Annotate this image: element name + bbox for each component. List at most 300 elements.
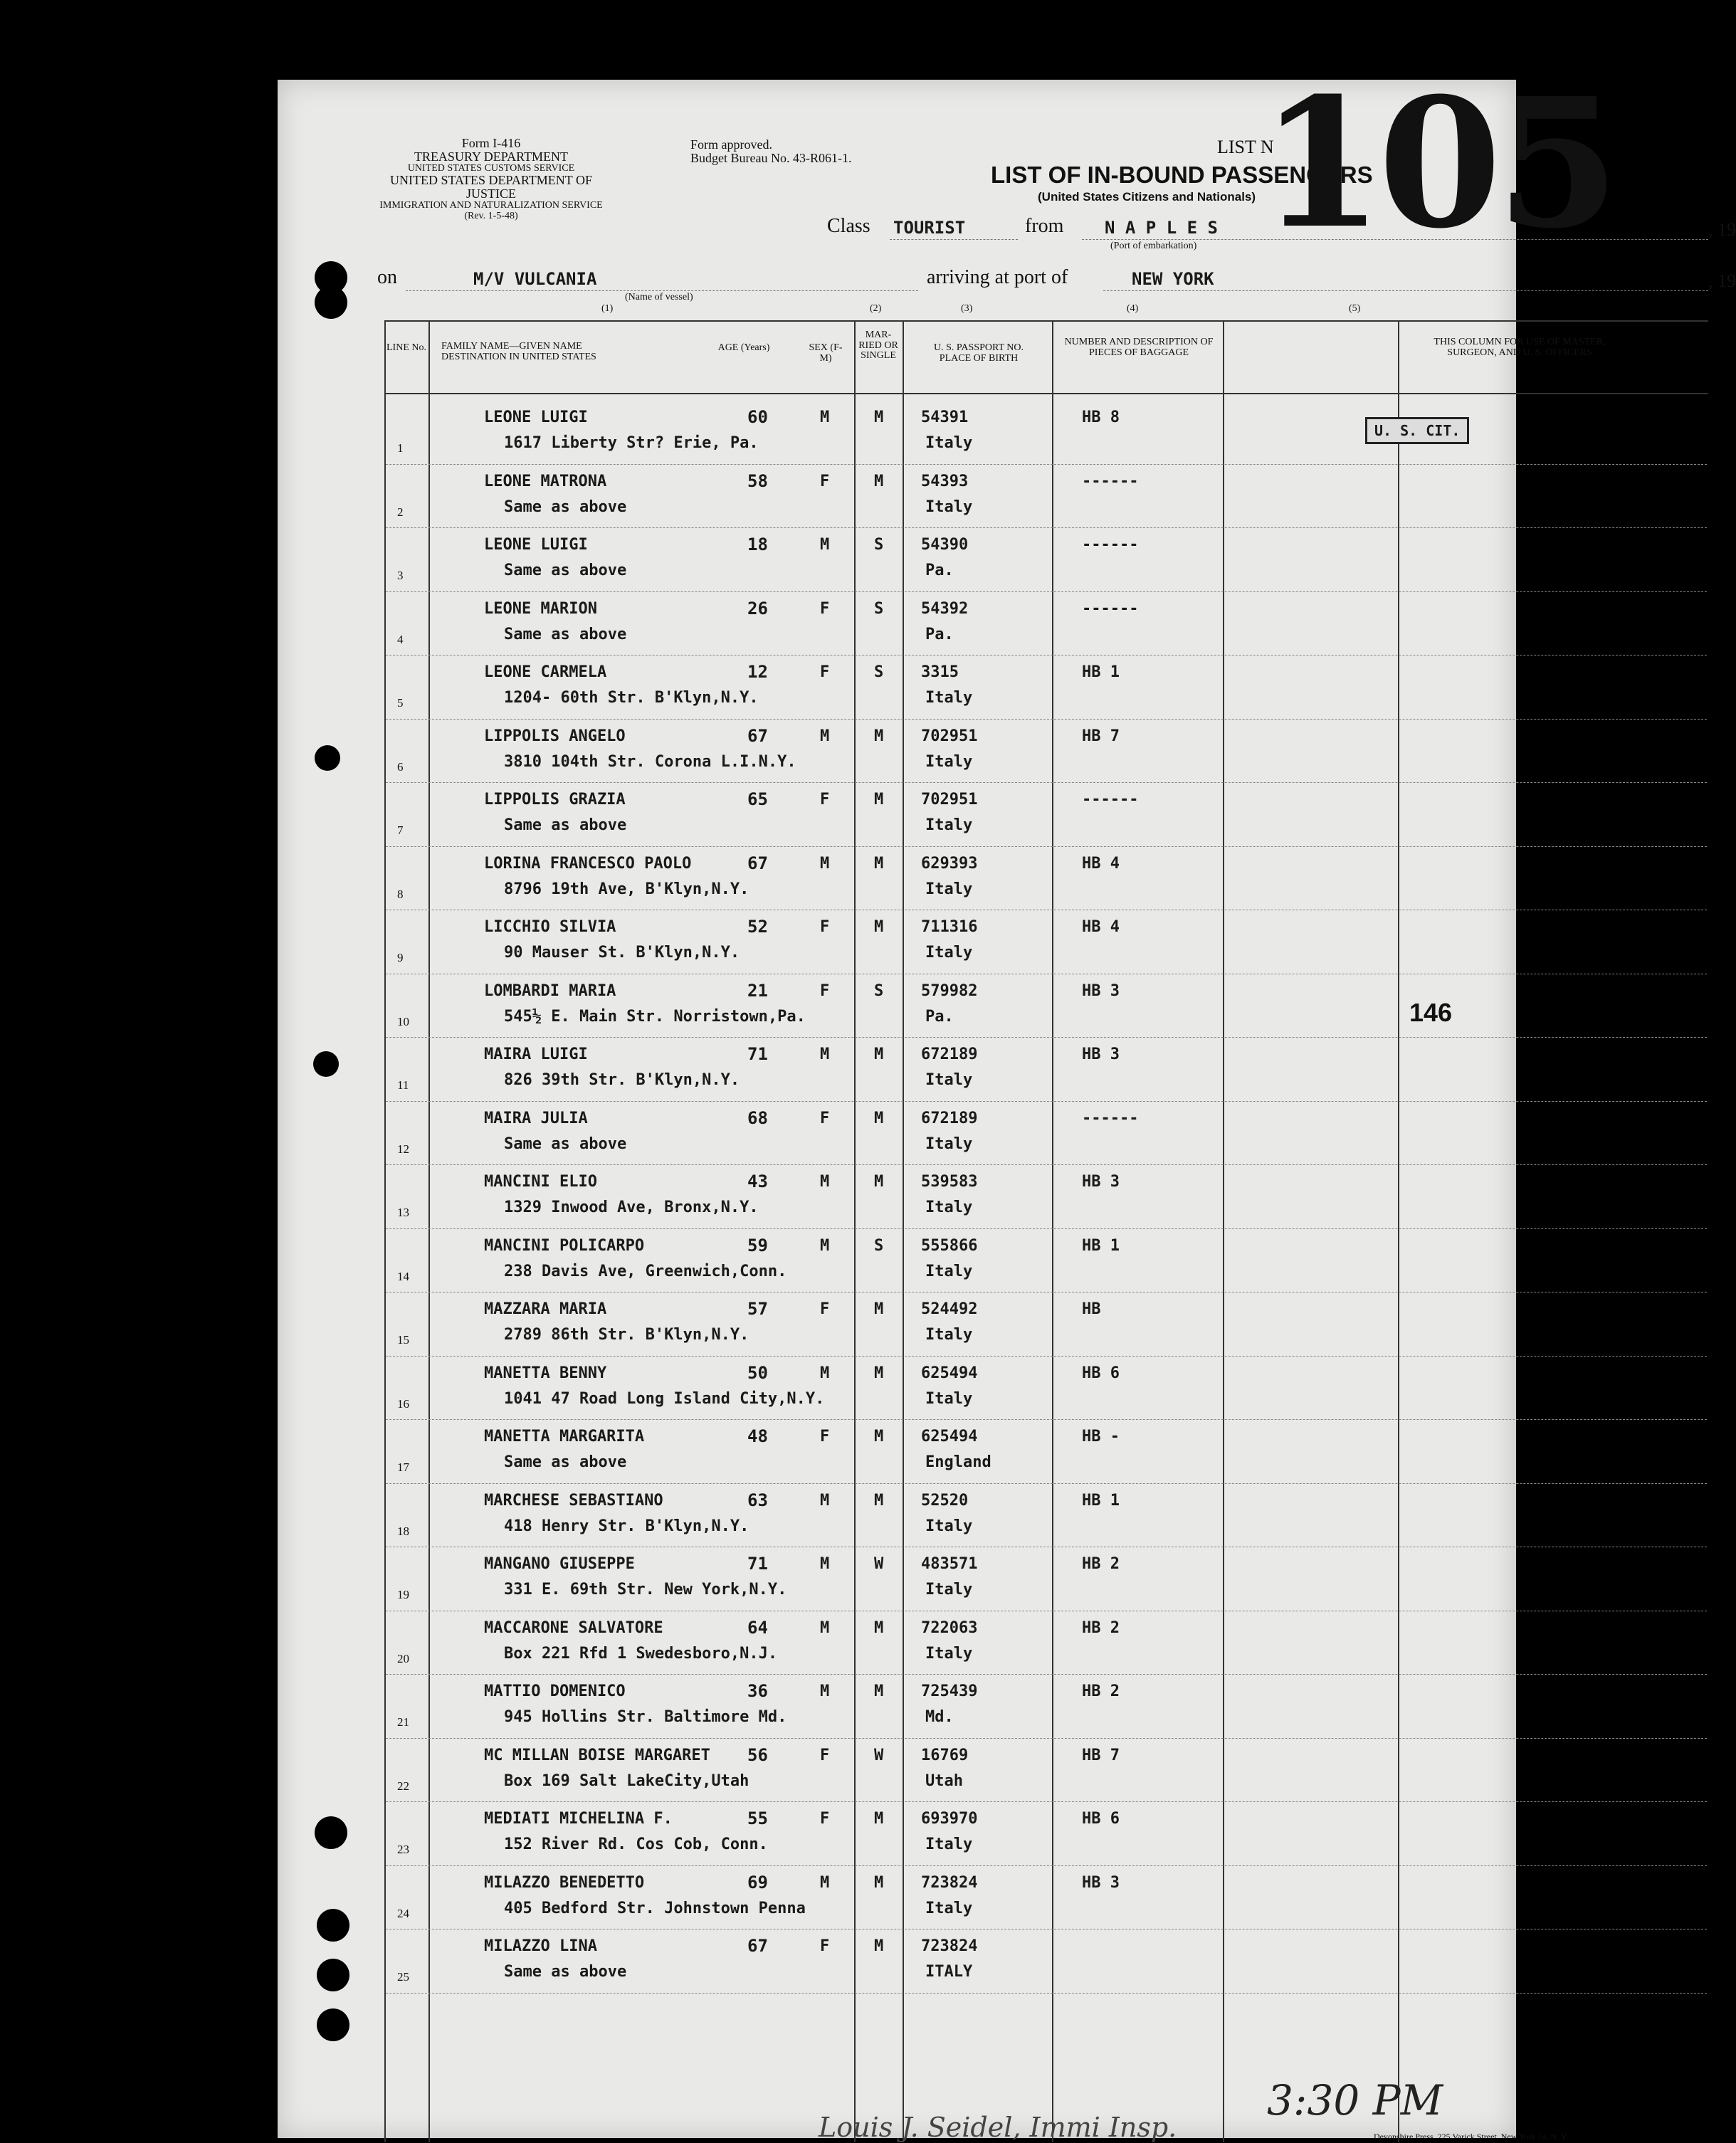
passport-number: 693970 <box>921 1810 978 1828</box>
age: 71 <box>747 1044 768 1064</box>
marital-status: M <box>874 1364 884 1382</box>
age: 67 <box>747 1936 768 1956</box>
col-rule <box>1223 320 1224 2142</box>
baggage: HB - <box>1082 1428 1120 1446</box>
destination: 90 Mauser St. B'Klyn,N.Y. <box>504 944 740 962</box>
destination: 545½ E. Main Str. Norristown,Pa. <box>504 1007 806 1026</box>
passport-number: 16769 <box>921 1746 969 1764</box>
line-number: 4 <box>397 632 404 646</box>
passenger-name: LICCHIO SILVIA <box>484 918 616 936</box>
marital-status: M <box>874 918 884 936</box>
sex: F <box>820 981 830 1000</box>
col-rule <box>1398 320 1399 2142</box>
destination: Same as above <box>504 1963 627 1981</box>
place-of-birth: Pa. <box>925 625 954 643</box>
marital-status: M <box>874 1300 884 1318</box>
sex: F <box>820 1810 830 1828</box>
form-number: Form I-416 <box>461 136 521 150</box>
marital-status: S <box>874 599 884 618</box>
destination: 3810 104th Str. Corona L.I.N.Y. <box>504 752 796 771</box>
sex: M <box>820 1046 830 1063</box>
from-label: from <box>1025 215 1064 237</box>
column-number-5: (5) <box>1349 303 1361 314</box>
arriving-label: arriving at port of <box>927 266 1068 288</box>
row-divider <box>386 1419 1707 1420</box>
port-underline <box>1103 290 1708 291</box>
header-passport: U. S. PASSPORT NO. PLACE OF BIRTH <box>934 342 1024 364</box>
destination: 826 39th Str. B'Klyn,N.Y. <box>504 1071 740 1089</box>
place-of-birth: Italy <box>925 1199 973 1216</box>
customs-service: UNITED STATES CUSTOMS SERVICE <box>407 162 575 174</box>
place-of-birth: Italy <box>925 497 973 516</box>
marital-status: M <box>874 854 884 873</box>
vessel-caption: (Name of vessel) <box>625 292 693 302</box>
col-rule <box>854 320 856 2142</box>
passport-number: 52520 <box>921 1491 969 1510</box>
row-divider <box>386 1164 1707 1165</box>
baggage: ------ <box>1082 1109 1139 1127</box>
age: 67 <box>747 725 768 746</box>
marital-status: M <box>874 727 884 745</box>
row-divider <box>386 846 1707 847</box>
passport-number: 629393 <box>921 854 978 873</box>
header-baggage: NUMBER AND DESCRIPTION OF PIECES OF BAGGAGE <box>1064 337 1214 358</box>
sex: M <box>820 727 830 745</box>
baggage: HB 3 <box>1082 1873 1120 1892</box>
line-number: 18 <box>397 1524 409 1538</box>
handwritten-time: 3:30 PM <box>1267 2076 1443 2124</box>
sex: F <box>820 791 830 809</box>
marital-status: M <box>874 472 884 490</box>
age: 56 <box>747 1744 768 1765</box>
column-number-2: (2) <box>870 303 882 314</box>
place-of-birth: Italy <box>925 944 973 962</box>
treasury-department: TREASURY DEPARTMENT <box>414 149 569 164</box>
place-of-birth: Pa. <box>925 1007 954 1026</box>
marital-status: M <box>874 409 884 426</box>
place-of-birth: Italy <box>925 752 973 771</box>
class-underline <box>890 239 1018 240</box>
passport-number: 625494 <box>921 1428 978 1446</box>
year-1: , 19 <box>1708 219 1736 240</box>
line-number: 11 <box>397 1078 409 1092</box>
row-divider <box>386 1738 1707 1739</box>
header-married: MAR-RIED OR SINGLE <box>858 330 898 362</box>
passenger-name: LORINA FRANCESCO PAOLO <box>484 854 692 873</box>
passport-number: 672189 <box>921 1046 978 1063</box>
punch-hole <box>315 1816 347 1849</box>
destination: Same as above <box>504 1134 627 1153</box>
sex: F <box>820 1109 830 1127</box>
passport-number: 625494 <box>921 1364 978 1382</box>
marital-status: M <box>874 1937 884 1955</box>
port-caption: (Port of embarkation) <box>1110 241 1197 251</box>
passenger-name: MANCINI ELIO <box>484 1173 597 1191</box>
passport-number: 702951 <box>921 727 978 745</box>
destination: Same as above <box>504 562 627 579</box>
marital-status: M <box>874 1618 884 1637</box>
year-2: , 19 <box>1708 270 1736 291</box>
destination: Same as above <box>504 1453 627 1471</box>
destination: 152 River Rd. Cos Cob, Conn. <box>504 1836 768 1853</box>
marital-status: M <box>874 1491 884 1510</box>
sex: M <box>820 409 830 426</box>
baggage: ------ <box>1082 791 1139 809</box>
destination: 1329 Inwood Ave, Bronx,N.Y. <box>504 1199 759 1216</box>
place-of-birth: ITALY <box>925 1963 973 1981</box>
line-number: 24 <box>397 1906 409 1920</box>
manifest-page <box>278 58 1736 2143</box>
col-rule <box>903 320 904 2142</box>
sex: F <box>820 599 830 618</box>
passenger-name: LIPPOLIS GRAZIA <box>484 791 626 809</box>
revision-date: (Rev. 1-5-48) <box>464 210 518 221</box>
place-of-birth: Md. <box>925 1708 954 1726</box>
from-underline <box>1082 239 1708 240</box>
line-10-tally: 146 <box>1409 998 1453 1027</box>
baggage: HB 4 <box>1082 854 1120 873</box>
header-line-no: LINE No. <box>386 342 426 353</box>
row-divider <box>386 464 1707 465</box>
destination: 8796 19th Ave, B'Klyn,N.Y. <box>504 880 749 898</box>
column-number-3: (3) <box>961 303 973 314</box>
age: 12 <box>747 662 768 682</box>
baggage: HB 2 <box>1082 1618 1120 1637</box>
passenger-name: LEONE CARMELA <box>484 663 607 681</box>
baggage: HB 2 <box>1082 1555 1120 1573</box>
list-number-label: LIST N <box>1217 137 1274 157</box>
place-of-birth: Italy <box>925 1644 973 1663</box>
age: 59 <box>747 1235 768 1255</box>
on-label: on <box>377 266 397 288</box>
arrival-port: NEW YORK <box>1132 269 1214 289</box>
line-number: 22 <box>397 1779 409 1793</box>
line-number: 13 <box>397 1206 409 1219</box>
destination: 418 Henry Str. B'Klyn,N.Y. <box>504 1517 749 1535</box>
sex: F <box>820 1300 830 1318</box>
form-agency-block <box>377 137 605 222</box>
baggage: ------ <box>1082 599 1139 618</box>
place-of-birth: Italy <box>925 1389 973 1408</box>
table-header-rule <box>384 393 1708 394</box>
sex: F <box>820 472 830 490</box>
marital-status: W <box>874 1746 884 1764</box>
punch-hole <box>317 1959 349 1991</box>
passenger-name: MAIRA JULIA <box>484 1109 588 1127</box>
sex: F <box>820 1937 830 1955</box>
passport-number: 723824 <box>921 1937 978 1955</box>
list-subtitle: (United States Citizens and Nationals) <box>1038 190 1256 204</box>
baggage: HB 3 <box>1082 1046 1120 1063</box>
us-citizen-stamp: U. S. CIT. <box>1365 417 1469 444</box>
sex: F <box>820 1746 830 1764</box>
baggage: HB 8 <box>1082 409 1120 426</box>
marital-status: S <box>874 981 884 1000</box>
place-of-birth: Italy <box>925 816 973 834</box>
marital-status: M <box>874 1873 884 1892</box>
baggage: ------ <box>1082 536 1139 554</box>
line-number: 8 <box>397 887 404 901</box>
passenger-name: MANGANO GIUSEPPE <box>484 1555 635 1573</box>
printer-imprint: Devonshire Press, 225 Varick Street, New York 14, N. Y. <box>1374 2132 1568 2142</box>
marital-status: M <box>874 1810 884 1828</box>
baggage: HB 2 <box>1082 1683 1120 1700</box>
line-number: 14 <box>397 1269 409 1283</box>
destination: Box 221 Rfd 1 Swedesboro,N.J. <box>504 1644 778 1663</box>
vessel-underline <box>406 290 918 291</box>
sex: M <box>820 1364 830 1382</box>
col-rule <box>384 320 386 2142</box>
passenger-name: MILAZZO BENEDETTO <box>484 1873 645 1892</box>
header-name: FAMILY NAME—GIVEN NAME DESTINATION IN UNITED STATES <box>441 341 596 362</box>
row-divider <box>386 1801 1707 1802</box>
sex: M <box>820 1683 830 1700</box>
passenger-name: MAIRA LUIGI <box>484 1046 588 1063</box>
sex: M <box>820 1555 830 1573</box>
passenger-name: MARCHESE SEBASTIANO <box>484 1491 663 1510</box>
age: 69 <box>747 1872 768 1892</box>
age: 36 <box>747 1681 768 1701</box>
age: 21 <box>747 980 768 1001</box>
row-divider <box>386 1674 1707 1675</box>
baggage: HB 4 <box>1082 918 1120 936</box>
inspector-signature: Louis J. Seidel, Immi Insp. <box>819 2112 1177 2143</box>
age: 68 <box>747 1107 768 1128</box>
line-number: 16 <box>397 1396 409 1411</box>
punch-hole <box>315 745 340 771</box>
age: 43 <box>747 1171 768 1191</box>
destination: 1041 47 Road Long Island City,N.Y. <box>504 1389 825 1408</box>
passport-number: 725439 <box>921 1683 978 1700</box>
row-divider <box>386 1037 1707 1038</box>
line-number: 20 <box>397 1651 409 1665</box>
age: 71 <box>747 1554 768 1574</box>
passport-number: 579982 <box>921 981 978 1000</box>
class-value: TOURIST <box>893 218 966 238</box>
line-number: 1 <box>397 441 404 455</box>
header-sex: SEX (F-M) <box>809 342 843 364</box>
destination: Same as above <box>504 816 627 834</box>
age: 52 <box>747 917 768 937</box>
place-of-birth: Italy <box>925 880 973 898</box>
destination: Box 169 Salt LakeCity,Utah <box>504 1771 749 1790</box>
column-number-1: (1) <box>601 303 614 314</box>
col-rule <box>428 320 430 2142</box>
row-divider <box>386 1483 1707 1484</box>
column-number-4: (4) <box>1127 303 1139 314</box>
line-number: 25 <box>397 1970 409 1984</box>
punch-hole <box>315 286 347 319</box>
baggage: HB 3 <box>1082 1173 1120 1191</box>
punch-hole <box>317 1909 349 1942</box>
header-age: AGE (Years) <box>717 342 770 353</box>
marital-status: M <box>874 1046 884 1063</box>
age: 48 <box>747 1426 768 1446</box>
age: 57 <box>747 1299 768 1319</box>
punch-hole <box>313 1051 339 1077</box>
row-divider <box>386 591 1707 592</box>
passport-number: 711316 <box>921 918 978 936</box>
place-of-birth: Italy <box>925 1262 973 1280</box>
vessel-name: M/V VULCANIA <box>473 269 597 289</box>
passenger-name: MANETTA MARGARITA <box>484 1428 645 1446</box>
list-title: LIST OF IN-BOUND PASSENGERS <box>991 162 1373 188</box>
passenger-name: LEONE LUIGI <box>484 409 588 426</box>
class-label: Class <box>827 215 870 237</box>
passport-number: 723824 <box>921 1873 978 1892</box>
passenger-name: LIPPOLIS ANGELO <box>484 727 626 745</box>
marital-status: W <box>874 1555 884 1573</box>
marital-status: S <box>874 663 884 681</box>
baggage: HB <box>1082 1300 1101 1318</box>
sex: M <box>820 1618 830 1637</box>
place-of-birth: Pa. <box>925 562 954 579</box>
row-divider <box>386 719 1707 720</box>
line-number: 3 <box>397 569 404 582</box>
passenger-name: MACCARONE SALVATORE <box>484 1618 663 1637</box>
passenger-name: MC MILLAN BOISE MARGARET <box>484 1746 710 1764</box>
passport-number: 3315 <box>921 663 959 681</box>
passenger-name: MANETTA BENNY <box>484 1364 607 1382</box>
line-number: 23 <box>397 1843 409 1856</box>
sex: F <box>820 663 830 681</box>
marital-status: M <box>874 1428 884 1446</box>
passenger-name: MANCINI POLICARPO <box>484 1236 645 1255</box>
passport-number: 54390 <box>921 536 969 554</box>
marital-status: M <box>874 1683 884 1700</box>
line-number: 7 <box>397 823 404 837</box>
destination: 331 E. 69th Str. New York,N.Y. <box>504 1581 787 1599</box>
row-divider <box>386 1993 1707 1994</box>
passenger-name: MEDIATI MICHELINA F. <box>484 1810 673 1828</box>
line-number: 15 <box>397 1333 409 1347</box>
place-of-birth: Italy <box>925 1899 973 1917</box>
age: 55 <box>747 1808 768 1828</box>
destination: 1617 Liberty Str? Erie, Pa. <box>504 434 759 452</box>
sex: F <box>820 918 830 936</box>
justice-department: UNITED STATES DEPARTMENT OF JUSTICE <box>389 173 592 201</box>
destination: 945 Hollins Str. Baltimore Md. <box>504 1708 787 1726</box>
age: 65 <box>747 789 768 809</box>
sex: F <box>820 1428 830 1446</box>
table-top-rule <box>384 320 1708 322</box>
destination: 1204- 60th Str. B'Klyn,N.Y. <box>504 689 759 707</box>
passport-number: 722063 <box>921 1618 978 1637</box>
baggage: ------ <box>1082 472 1139 490</box>
place-of-birth: England <box>925 1453 991 1471</box>
place-of-birth: Italy <box>925 689 973 707</box>
line-number: 10 <box>397 1014 409 1028</box>
destination: Same as above <box>504 625 627 643</box>
baggage: HB 7 <box>1082 1746 1120 1764</box>
row-divider <box>386 1356 1707 1357</box>
passport-number: 702951 <box>921 791 978 809</box>
line-number: 5 <box>397 696 404 710</box>
baggage: HB 6 <box>1082 1810 1120 1828</box>
destination: 405 Bedford Str. Johnstown Penna <box>504 1899 806 1917</box>
line-number: 6 <box>397 759 404 774</box>
col-rule <box>1052 320 1053 2142</box>
marital-status: S <box>874 1236 884 1255</box>
baggage: HB 3 <box>1082 981 1120 1000</box>
baggage: HB 1 <box>1082 1236 1120 1255</box>
place-of-birth: Utah <box>925 1771 963 1790</box>
sex: M <box>820 1173 830 1191</box>
line-number: 12 <box>397 1142 409 1156</box>
passenger-name: MILAZZO LINA <box>484 1937 597 1955</box>
header-officers: THIS COLUMN FOR USE OF MASTER, SURGEON, AND U. S. OFFICERS <box>1433 337 1606 358</box>
sex: M <box>820 1236 830 1255</box>
from-value: N A P L E S <box>1105 218 1218 238</box>
baggage: HB 7 <box>1082 727 1120 745</box>
marital-status: M <box>874 1109 884 1127</box>
place-of-birth: Italy <box>925 1134 973 1153</box>
sex: M <box>820 1491 830 1510</box>
line-number: 17 <box>397 1460 409 1474</box>
age: 58 <box>747 470 768 491</box>
form-approval: Form approved. Budget Bureau No. 43-R061-1. <box>690 137 852 165</box>
row-divider <box>386 1228 1707 1229</box>
line-number: 9 <box>397 951 404 964</box>
passport-number: 524492 <box>921 1300 978 1318</box>
place-of-birth: Italy <box>925 1326 973 1344</box>
passport-number: 54391 <box>921 409 969 426</box>
age: 64 <box>747 1617 768 1638</box>
passport-number: 54392 <box>921 599 969 618</box>
place-of-birth: Italy <box>925 1517 973 1535</box>
destination: Same as above <box>504 497 627 516</box>
passenger-name: LEONE MATRONA <box>484 472 607 490</box>
passenger-name: MATTIO DOMENICO <box>484 1683 626 1700</box>
marital-status: M <box>874 791 884 809</box>
passport-number: 54393 <box>921 472 969 490</box>
passenger-name: LOMBARDI MARIA <box>484 981 616 1000</box>
age: 50 <box>747 1362 768 1383</box>
line-number: 21 <box>397 1715 409 1729</box>
sex: M <box>820 854 830 873</box>
marital-status: S <box>874 536 884 554</box>
row-divider <box>386 1865 1707 1866</box>
place-of-birth: Italy <box>925 1836 973 1853</box>
passport-number: 555866 <box>921 1236 978 1255</box>
ins-service: IMMIGRATION AND NATURALIZATION SERVICE <box>379 200 603 211</box>
line-number: 19 <box>397 1588 409 1601</box>
passport-number: 539583 <box>921 1173 978 1191</box>
marital-status: M <box>874 1173 884 1191</box>
age: 67 <box>747 853 768 873</box>
punch-hole <box>317 2008 349 2041</box>
age: 18 <box>747 535 768 554</box>
place-of-birth: Italy <box>925 1071 973 1089</box>
stamped-list-number: 105 <box>1260 58 1614 268</box>
age: 26 <box>747 598 768 618</box>
age: 63 <box>747 1490 768 1510</box>
passport-number: 483571 <box>921 1555 978 1573</box>
passenger-name: LEONE LUIGI <box>484 536 588 554</box>
destination: 238 Davis Ave, Greenwich,Conn. <box>504 1262 787 1280</box>
passenger-name: MAZZARA MARIA <box>484 1300 607 1318</box>
row-divider <box>386 782 1707 783</box>
sex: M <box>820 1873 830 1892</box>
sex: M <box>820 536 830 554</box>
row-divider <box>386 1101 1707 1102</box>
baggage: HB 6 <box>1082 1364 1120 1382</box>
baggage: HB 1 <box>1082 1491 1120 1510</box>
place-of-birth: Italy <box>925 434 973 452</box>
baggage: HB 1 <box>1082 663 1120 681</box>
age: 60 <box>747 407 768 427</box>
passenger-name: LEONE MARION <box>484 599 597 618</box>
